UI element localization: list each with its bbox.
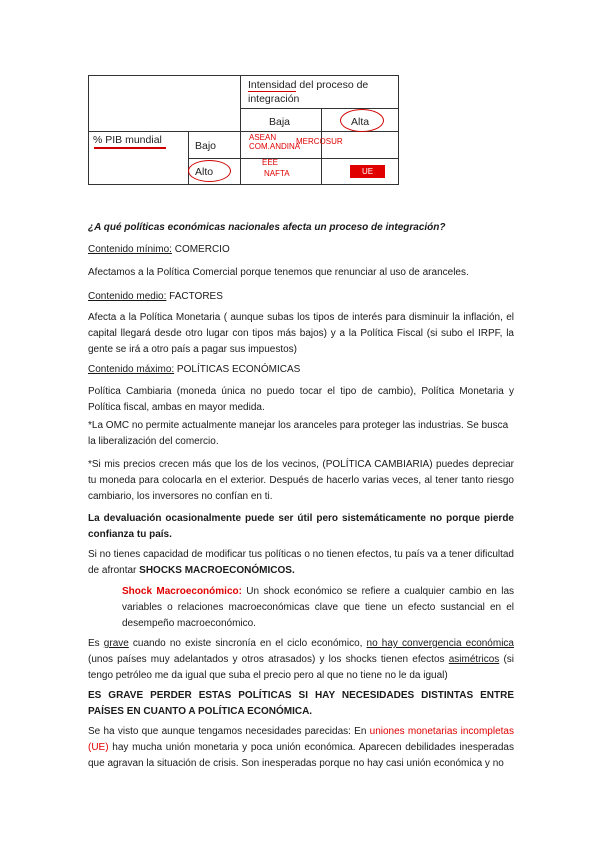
- cell-com-andina: COM.ANDINA: [249, 142, 301, 151]
- min-content-label: Contenido mínimo:: [88, 244, 172, 255]
- header-title-part2: del proceso de: [296, 79, 369, 91]
- question-heading: ¿A qué políticas económicas nacionales afecta un proceso de integración?: [88, 222, 446, 233]
- med-content-heading: [88, 289, 514, 305]
- table-divider: [188, 158, 398, 159]
- row-label: [93, 134, 162, 146]
- grave-underline-3: asimétricos: [448, 654, 500, 665]
- definition-term: Shock Macroeconómico:: [122, 586, 242, 597]
- shock-definition: [122, 584, 514, 632]
- final-text-1: Se ha visto que aunque tengamos necesidades parecidas: En: [88, 726, 370, 737]
- grave-text-4: (si tengo petróleo me da igual que suba el precio pero al que no tiene no le da igual): [88, 654, 514, 681]
- devaluation-statement: La devaluación ocasionalmente puede ser útil pero sistemáticamente no porque pierde confianza tu país.: [88, 513, 514, 540]
- table-header-title: [248, 79, 368, 91]
- highlight-ellipse: [340, 109, 384, 132]
- header-title-part1: Intensidad: [248, 79, 297, 91]
- highlight-ellipse: [188, 160, 231, 182]
- grave-text-3: (unos países muy adelantados y otros atrasados) y los shocks tienen efectos: [88, 654, 449, 665]
- definition-text: Un shock económico se refiere a cualquier cambio en las variables o relaciones macroeconómicas clave que tiene un efecto sustancial en el desempeño macroeconómico.: [122, 586, 515, 629]
- grave-underline-2: no hay convergencia económica: [366, 638, 514, 649]
- column-high-label: Alta: [351, 116, 370, 128]
- final-text-2: hay mucha unión monetaria y poca unión económica. Aparecen debilidades inesperadas que agravan la situación de crisis. Son inesperadas porque no hay casi unión económica y no: [88, 742, 514, 769]
- shocks-paragraph: [88, 547, 514, 579]
- table-divider: [321, 108, 322, 185]
- column-low-label: Baja: [269, 116, 291, 128]
- cell-nafta: NAFTA: [264, 169, 290, 178]
- final-red-2: (UE): [88, 742, 109, 753]
- max-content-label: Contenido máximo:: [88, 364, 175, 375]
- integration-table: [88, 75, 399, 185]
- grave-text-1: Es: [88, 638, 104, 649]
- max-content-heading: [88, 362, 514, 378]
- table-divider: [240, 108, 398, 109]
- row-low-label: Bajo: [195, 140, 217, 152]
- final-red-1: uniones monetarias incompletas: [369, 726, 514, 737]
- grave-text-2: cuando no existe sincronía en el ciclo económico,: [128, 638, 367, 649]
- cell-eee: EEE: [262, 158, 279, 167]
- med-content-value: FACTORES: [166, 291, 223, 302]
- shocks-text: Si no tienes capacidad de modificar tus políticas o no tienen efectos, tu país va a tener dificultad de afrontar: [88, 549, 514, 576]
- row-label-underline: [94, 147, 166, 149]
- max-content-value: POLÍTICAS ECONÓMICAS: [174, 364, 301, 375]
- final-paragraph: [88, 724, 514, 772]
- cell-mercosur: MERCOSUR: [296, 137, 343, 146]
- min-content-heading: [88, 242, 514, 258]
- note-cambiaria: *Si mis precios crecen más que los de los vecinos, (POLÍTICA CAMBIARIA) puedes depreciar tu moneda para colocarla en el exterior. Después de hacerlo varias veces, al tener tanto riesgo cambiario, los inversores no confían en ti.: [88, 459, 514, 502]
- max-content-text: Política Cambiaria (moneda única no puedo tocar el tipo de cambio), Política Monetaria y Política fiscal, ambas en mayor medida.: [88, 386, 514, 413]
- min-content-text: Afectamos a la Política Comercial porque tenemos que renunciar al uso de aranceles.: [88, 267, 469, 278]
- cell-asean: ASEAN: [249, 133, 277, 142]
- grave-paragraph: [88, 636, 514, 684]
- grave-underline-1: grave: [103, 638, 129, 649]
- table-divider: [89, 131, 398, 132]
- min-content-value: COMERCIO: [171, 244, 230, 255]
- med-content-label: Contenido medio:: [88, 291, 167, 302]
- note-omc: *La OMC no permite actualmente manejar los aranceles para proteger las industrias. Se busca la liberalización del comercio.: [88, 420, 509, 447]
- cell-ue: UE: [350, 165, 385, 178]
- header-title-part3: integración: [248, 93, 300, 105]
- med-content-text: Afecta a la Política Monetaria ( aunque subas los tipos de interés para disminuir la inflación, el capital llegará desde otro lugar con tipos más bajos) y a la Política Fiscal (si subo el IRPF, la gente se irá a otro país a pagar sus impuestos): [88, 312, 514, 355]
- row-high-label: Alto: [195, 166, 214, 178]
- shocks-bold: SHOCKS MACROECONÓMICOS.: [139, 565, 295, 576]
- caps-statement: ES GRAVE PERDER ESTAS POLÍTICAS SI HAY NECESIDADES DISTINTAS ENTRE PAÍSES EN CUANTO A POLÍTICA ECONÓMICA.: [88, 690, 514, 717]
- row-label-text: % PIB mundial: [93, 134, 162, 146]
